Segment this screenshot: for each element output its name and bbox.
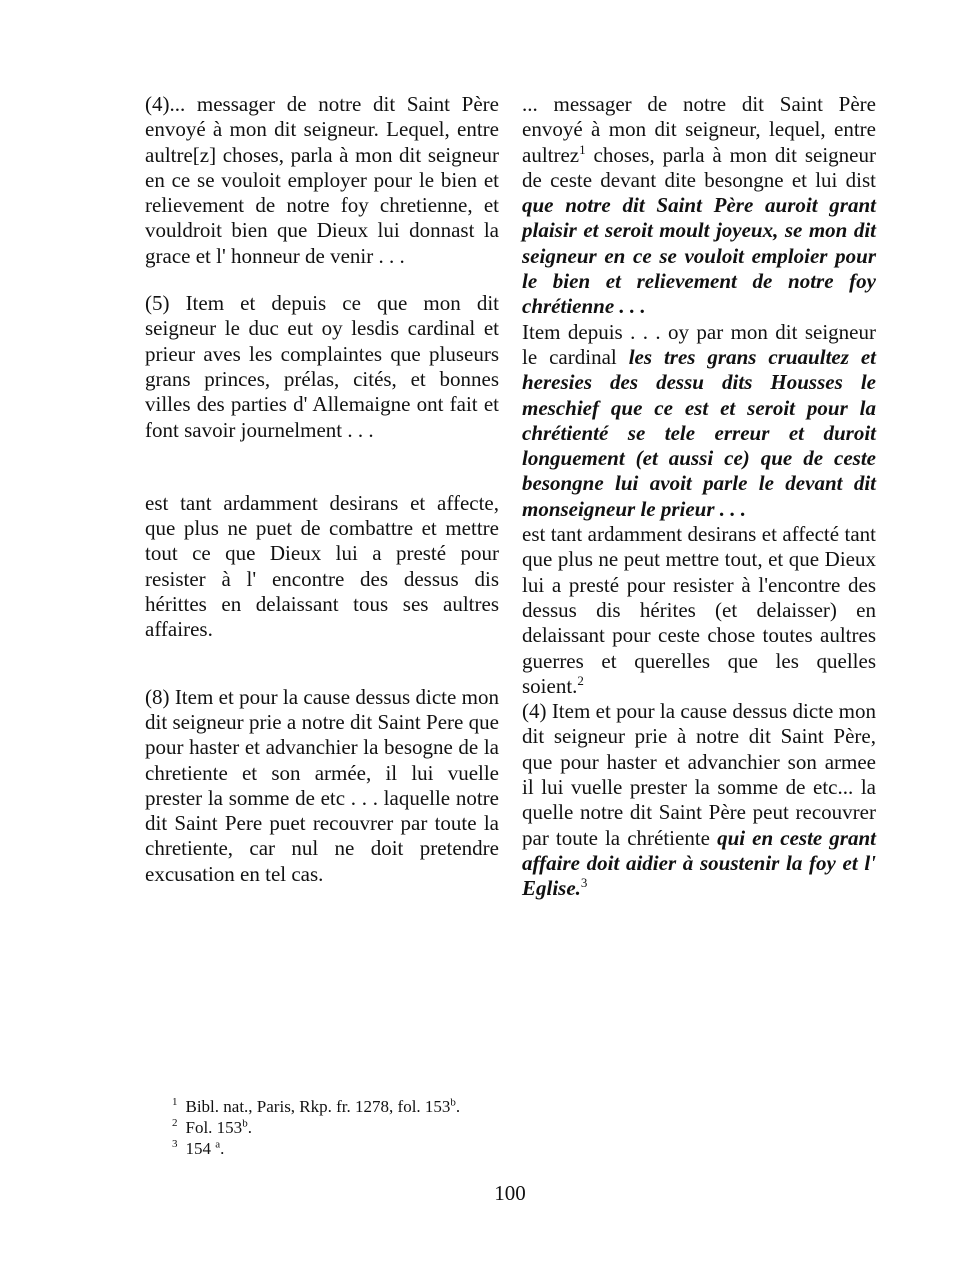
text-segment: choses, parla à mon dit seigneur de ceste devant dite besongne et lui dist bbox=[522, 142, 876, 192]
text-segment: est tant ardamment desirans et affecte, que plus ne puet de combattre et mettre tout ce que Dieux lui a presté pour resister à l' encontre des dessus dis hérittes en delaissant tous ses aultres affaires. bbox=[145, 490, 499, 642]
footnotes bbox=[172, 1096, 460, 1159]
footnote-text: 154 bbox=[185, 1139, 216, 1158]
footnote-superscript: a bbox=[215, 1138, 221, 1151]
left-paragraph-3 bbox=[145, 491, 499, 643]
footnote-tail: . bbox=[455, 1097, 461, 1116]
footnote-text: Fol. 153 bbox=[185, 1118, 243, 1137]
left-paragraph-1 bbox=[145, 92, 499, 269]
text-segment: (4) Item et pour la cause dessus dicte mon dit seigneur prie à notre dit Saint Père, que pour haster et advanchier son armee il lui vuelle prester la somme de etc... la quelle notre dit Saint Père peut recouvrer par toute la chrétiente bbox=[522, 699, 876, 850]
footnote-number: 3 bbox=[172, 1138, 178, 1151]
text-segment: ... messager de notre dit Saint Père envoyé à mon dit seigneur, lequel, entre aultrez bbox=[522, 92, 876, 167]
left-column bbox=[145, 92, 499, 887]
footnote-text: Bibl. nat., Paris, Rkp. fr. 1278, fol. 153 bbox=[185, 1097, 451, 1116]
italic-segment: qui en ceste grant affaire doit aidier à soustenir la foy et l' Eglise. bbox=[522, 825, 876, 901]
footnote-ref: 3 bbox=[580, 875, 588, 891]
footnote-2 bbox=[172, 1117, 460, 1138]
right-paragraph-3 bbox=[522, 522, 876, 699]
footnote-3 bbox=[172, 1138, 460, 1159]
right-paragraph-2 bbox=[522, 320, 876, 522]
right-paragraph-4 bbox=[522, 699, 876, 901]
footnote-superscript: b bbox=[242, 1117, 248, 1130]
footnote-ref: 2 bbox=[577, 672, 584, 688]
footnote-number: 2 bbox=[172, 1117, 178, 1130]
text-segment: (8) Item et pour la cause dessus dicte mon dit seigneur prie a notre dit Saint Pere que pour haster et advanchier la besogne de la chretiente et son armée, il lui vuelle prester la somme de etc . . . laquelle notre dit Saint Pere puet recouvrer par toute la chretiente, car nul ne doit pretendre excusation en tel cas. bbox=[145, 684, 499, 886]
footnote-tail: . bbox=[220, 1139, 225, 1158]
right-column bbox=[522, 92, 876, 902]
right-paragraph-1 bbox=[522, 92, 876, 320]
footnote-number: 1 bbox=[172, 1096, 178, 1109]
footnote-superscript: b bbox=[450, 1096, 456, 1109]
page-number: 100 bbox=[494, 1181, 526, 1205]
footnote-1 bbox=[172, 1096, 460, 1117]
text-segment: (5) Item et depuis ce que mon dit seigneur le duc eut oy lesdis cardinal et prieur aves les complaintes que pluseurs grans princes, prélas, cités, et bonnes villes des parties d' Allemaigne ont fait et font savoir journelment . . . bbox=[145, 291, 499, 442]
text-segment: Item depuis . . . oy par mon dit seigneur le cardinal bbox=[522, 319, 876, 369]
footnote-tail: . bbox=[247, 1118, 252, 1137]
text-segment: (4)... messager de notre dit Saint Père envoyé à mon dit seigneur. Lequel, entre aultre[z] choses, parla à mon dit seigneur en ce se vouloit employer pour le bien et relievement de notre foy chretienne, et vouldroit bien que Dieux lui donnast la grace et l' honneur de venir . . . bbox=[145, 92, 499, 268]
text-segment: est tant ardamment desirans et affecté tant que plus ne peut mettre tout, et que Dieux lui a presté pour resister à l'encontre des dessus dis hérites (et delaisser) en delaissant pour ceste chose toutes aultres guerres et querelles que les quelles soient. bbox=[522, 522, 876, 698]
italic-segment: que notre dit Saint Père auroit grant plaisir et seroit moult joyeux, se mon dit seigneur en ce se vouloit emploier pour le bien et relievement de notre foy chrétienne . . . bbox=[522, 193, 876, 319]
left-paragraph-4 bbox=[145, 685, 499, 887]
italic-segment: les tres grans cruaultez et heresies des dessu dits Housses le meschief que ce est et seroit pour la chrétienté se tele erreur et duroit longuement (et aussi ce) que de ceste besongne lui avoit parle le devant dit monseigneur le prieur . . . bbox=[522, 344, 876, 521]
left-paragraph-2 bbox=[145, 291, 499, 443]
footnote-ref: 1 bbox=[579, 141, 586, 157]
